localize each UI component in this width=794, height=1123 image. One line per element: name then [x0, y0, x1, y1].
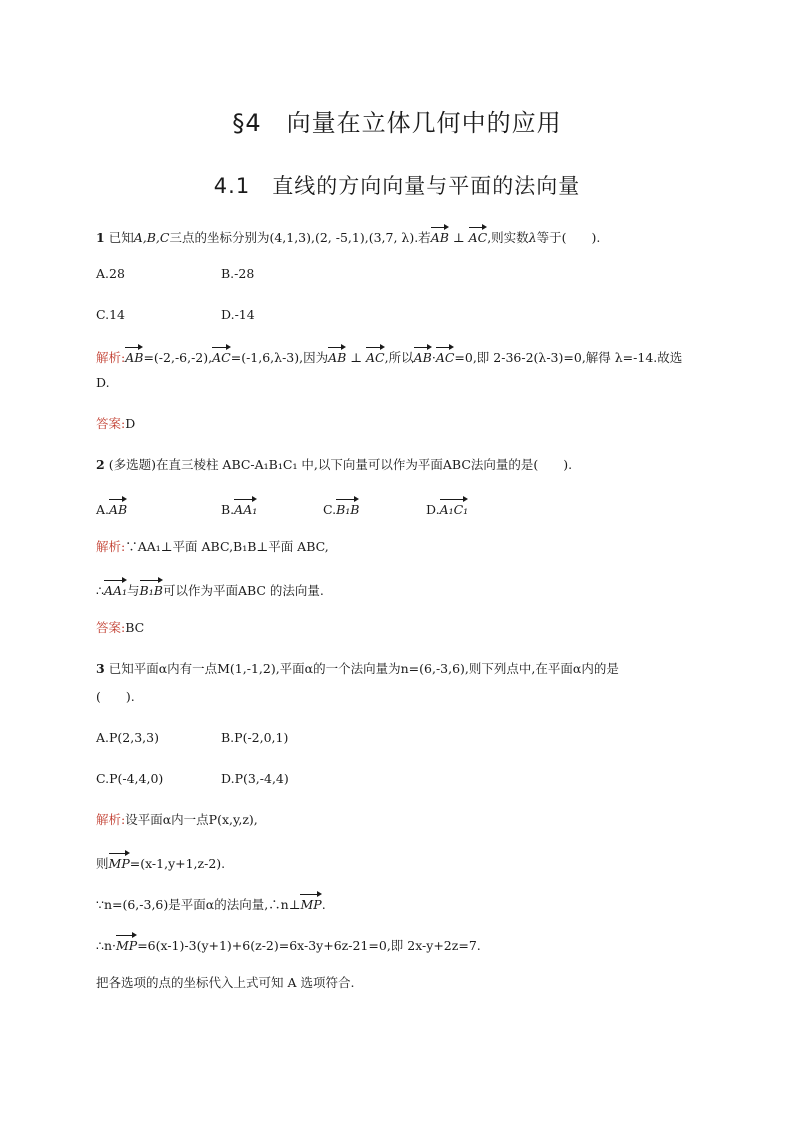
- q1-option-c: C.14: [96, 307, 125, 322]
- q2-option-c: C.B₁B: [323, 497, 359, 519]
- q3-analysis: 解析:设平面α内一点P(x,y,z),: [96, 812, 258, 827]
- q2-answer-label: 答案:: [96, 620, 126, 635]
- q3-stem: [96, 660, 619, 678]
- q3-option-a: A.P(2,3,3): [96, 730, 159, 745]
- q3-stem-line2: ( ).: [96, 689, 135, 704]
- q3-analysis-line4: ∴n·MP=6(x-1)-3(y+1)+6(z-2)=6x-3y+6z-21=0,即 2x-y+2z=7.: [96, 933, 481, 955]
- q3-analysis-label: 解析:: [96, 812, 126, 827]
- q3-option-d: D.P(3,-4,4): [221, 771, 289, 786]
- vector-ac: AC: [469, 225, 488, 247]
- q1-answer-label: 答案:: [96, 416, 126, 431]
- q3-number: 3: [96, 661, 105, 676]
- q1-analysis-label: 解析:: [96, 350, 126, 365]
- q1-stem-c: ,则实数: [487, 230, 529, 245]
- q1-stem-d: 等于( ).: [536, 230, 601, 245]
- vector-ab: AB: [431, 225, 449, 247]
- q2-analysis-label: 解析:: [96, 539, 126, 554]
- q3-analysis-line5: 把各选项的点的坐标代入上式可知 A 选项符合.: [96, 975, 355, 990]
- q3-stem-line1: 已知平面α内有一点M(1,-1,2),平面α的一个法向量为n=(6,-3,6),则下列点中,在平面α内的是: [108, 661, 619, 676]
- q2-option-b: B.AA₁: [221, 497, 257, 519]
- q1-analysis: 解析:AB=(-2,-6,-2),AC=(-1,6,λ-3),因为AB ⊥ AC,所以AB·AC=0,即 2-36-2(λ-3)=0,解得 λ=-14.故选: [96, 345, 682, 367]
- q2-stem: [96, 456, 572, 474]
- q2-answer: [96, 619, 144, 637]
- section-title: §4 向量在立体几何中的应用: [232, 109, 562, 137]
- q1-stem-b: 三点的坐标分别为(4,1,3),(2, -5,1),(3,7, λ).若: [169, 230, 431, 245]
- q1-analysis-line2: D.: [96, 375, 110, 390]
- subsection-title: 4.1 直线的方向向量与平面的法向量: [213, 174, 581, 198]
- q1-option-b: B.-28: [221, 266, 255, 281]
- q2-stem-text: (多选题)在直三棱柱 ABC-A₁B₁C₁ 中,以下向量可以作为平面ABC法向量的是( ).: [108, 457, 573, 472]
- q2-answer-value: BC: [125, 620, 145, 635]
- q3-option-c: C.P(-4,4,0): [96, 771, 164, 786]
- q1-number: 1: [96, 230, 105, 245]
- q1-stem-a: 已知: [108, 230, 134, 245]
- q3-option-b: B.P(-2,0,1): [221, 730, 289, 745]
- q1-points: A,B,C: [133, 230, 170, 245]
- q1-perp: ⊥: [448, 230, 469, 245]
- q2-analysis-line2: ∴AA₁与B₁B可以作为平面ABC 的法向量.: [96, 578, 324, 600]
- q1-option-d: D.-14: [221, 307, 255, 322]
- q2-number: 2: [96, 457, 105, 472]
- q3-analysis-line3: ∵n=(6,-3,6)是平面α的法向量,∴n⊥MP.: [96, 892, 326, 914]
- q3-analysis-line2: 则MP=(x-1,y+1,z-2).: [96, 851, 225, 873]
- q2-option-d: D.A₁C₁: [426, 497, 468, 519]
- q1-option-a: A.28: [96, 266, 125, 281]
- q1-answer: [96, 415, 135, 433]
- q1-answer-value: D: [125, 416, 136, 431]
- q2-option-a: A.AB: [96, 497, 127, 519]
- q2-analysis: 解析:∵AA₁⊥平面 ABC,B₁B⊥平面 ABC,: [96, 539, 329, 554]
- q1-stem: [96, 225, 600, 247]
- q1-lambda: λ: [528, 230, 537, 245]
